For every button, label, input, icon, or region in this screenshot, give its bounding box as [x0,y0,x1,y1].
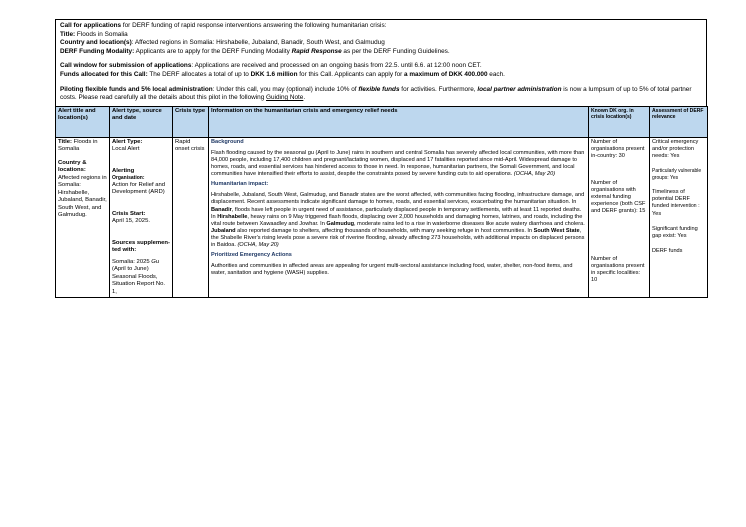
cell-alert-title: Title: Floods in Somalia Country & locations: Affected regions in Somalia: Hirshabelle, Jubaland, Banadir, South West, and Galmudug. [56,137,110,298]
call-modality: DERF Funding Modality: Applicants are to apply for the DERF Funding Modality Rapid Response as per the DERF Funding Guidelines. [60,47,450,55]
alert-table [55,106,708,299]
guiding-note-link[interactable]: Guiding Note [266,94,304,102]
call-document [55,19,707,298]
cell-alert-type: Alert Type: Local Alert Alerting Organisation: Action for Relief and Development (ARD) Crisis Start: April 15, 2025. Sources supplemen-ted with: Somalia: 2025 Gu (April to June) Seasonal Floods, Situation Report No. 1, [110,137,173,298]
header-info: Information on the humanitarian crisis and emergency relief needs [209,106,589,137]
header-assessment: Assessment of DERF relevance [650,106,708,137]
call-intro: Call for applications for DERF funding of rapid response interventions answering the following humanitarian crisis: [60,22,387,29]
table-row [56,137,708,298]
priority-heading: Prioritized Emergency Actions [211,252,292,259]
cell-crisis-type: Rapid onset crisis [173,137,209,298]
background-heading: Background [211,138,244,145]
cell-info: Background Flash flooding caused by the seasonal gu (April to June) rains in southern and central Somalia has severely affected local communities, with more than 84,000 people, including 17,400 children and pregnant/lactating women, displaced and 17 fatalities reported since mid-April. Widespread damage to homes, roads, and essential services has hindered access to those in need. In response, humanitarian partners, the Somali Government, and local communities have intensified their efforts to assist, despite the constraints posed by severe funding cuts to aid operations. (OCHA, May 20) Humanitarian impact: Hirshabelle, Jubaland, South West, Galmudug, and Banadir states are the worst affected, with communities facing flooding, infrastructure damage, and displacement. Recent assessments indicate significant damage to homes, roads, and essential services, exacerbating the humanitarian situation. In Banadir, floods have left people in urgent need of assistance, particularly displaced people in temporary settlements, with at least 11 reported deaths. In Hirshabelle, heavy rains on 9 May triggered flash floods, displacing over 2,000 households and damaging homes, latrines, and roads, including the vital route between Xawaadley and Jowhar. In Galmudug, moderate rains led to a rise in waterborne diseases like acute watery diarrhoea and cholera. Jubaland also reported damage to shelters, affecting thousands of households, with many seeking refuge in host communities. In South West State, the Shabelle River's rising levels pose a severe risk of riverine flooding, already affecting 273 households, with additional impacts on displaced persons in Baidoa. (OCHA, May 20) Prioritized Emergency Actions Authorities and communities in affected areas are appealing for urgent multi-sectoral assistance including food, water, shelter, non-food items, and water, sanitation and hygiene (WASH) supplies. [209,137,589,298]
cell-known-orgs: Number of organisations present in-country: 30 Number of organisations with external funding experience (both CSF and DERF grants): 15 Number of organisations present in specific localities: 10 [589,137,650,298]
table-header-row [56,106,708,137]
header-alert-title: Alert title and location(s) [56,106,110,137]
call-title: Title: Floods in Somalia [60,30,128,38]
header-crisis-type: Crisis type [173,106,209,137]
impact-heading: Humanitarian impact: [211,181,269,188]
call-window: Call window for submission of applications: Applications are received and processed on an ongoing basis from 22.5. until 6.6. at 12:00 noon CET. [60,62,482,70]
cell-assessment: Critical emergency and/or protection needs: Yes Particularly vulnerable groups: Yes Timeliness of potential DERF funded intervention : Yes Significant funding gap exist: Yes DERF funds [650,137,708,298]
header-known-orgs: Known DK org. in crisis location(s) [589,106,650,137]
call-funds: Funds allocated for this Call: The DERF allocates a total of up to DKK 1.6 million for this Call. Applicants can apply for a maximum of DKK 400.000 each. [60,70,505,78]
call-header-box [55,19,707,107]
header-alert-type: Alert type, source and date [110,106,173,137]
call-pilot: Piloting flexible funds and 5% local administration: Under this call, you may (optional) include 10% of flexible funds for activities. Furthermore, local partner administration is now a lumpsum of up to 5% of total partner costs. Please read carefully all the details about this pilot in the following Guiding Note. [60,85,692,102]
call-country: Country and location(s): Affected regions in Somalia: Hirshabelle, Jubaland, Banadir, South West, and Galmudug [60,39,385,47]
